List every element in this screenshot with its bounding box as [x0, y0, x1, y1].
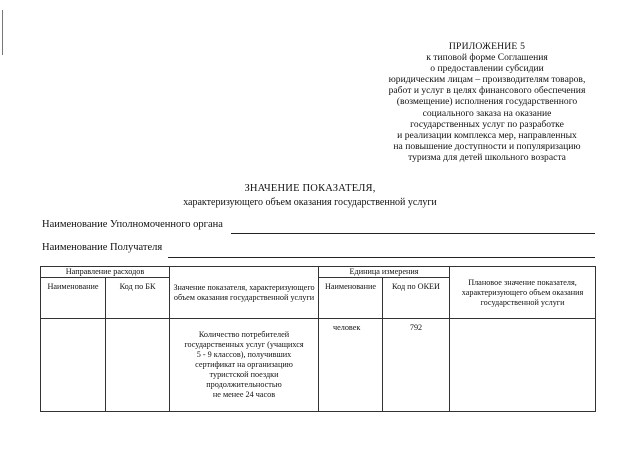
indicator-line: сертификат на организацию	[195, 360, 293, 369]
appendix-line: туризма для детей школьного возраста	[408, 151, 566, 163]
header-name: Наименование	[41, 278, 106, 319]
page-edge-line	[2, 10, 3, 55]
appendix-line: к типовой форме Соглашения	[426, 52, 548, 64]
appendix-block	[372, 41, 602, 163]
header-bk-code: Код по БК	[106, 278, 170, 319]
header-indicator: Значение показателя, характеризующего объем оказания государственной услуги	[170, 267, 319, 319]
appendix-line: ПРИЛОЖЕНИЕ 5	[448, 41, 526, 52]
appendix-line: государственных услуг по разработке	[410, 118, 564, 130]
appendix-line: работ и услуг в целях финансового обеспечения	[388, 85, 586, 97]
authority-label: Наименование Уполномоченного органа	[42, 219, 223, 230]
cell-okei[interactable]: 792	[383, 319, 450, 412]
authority-fill-line[interactable]	[231, 233, 595, 234]
header-okei: Код по ОКЕИ	[383, 278, 450, 319]
table-row	[41, 319, 596, 412]
header-planned: Плановое значение показателя, характеризующего объем оказания государственной услуги	[450, 267, 596, 319]
document-subtitle: характеризующего объем оказания государственной услуги	[183, 197, 437, 208]
indicator-line: Количество потребителей	[198, 330, 290, 339]
appendix-line: на повышение доступности и популяризацию	[393, 140, 581, 152]
recipient-fill-line[interactable]	[168, 257, 595, 258]
cell-planned[interactable]	[450, 319, 596, 412]
header-direction-group: Направление расходов	[41, 267, 170, 278]
cell-indicator[interactable]	[170, 319, 319, 412]
cell-bk-code[interactable]	[106, 319, 170, 412]
recipient-label: Наименование Получателя	[42, 242, 163, 253]
indicator-line: 5 - 9 классов), получивших	[196, 350, 292, 359]
cell-name[interactable]	[41, 319, 106, 412]
indicator-line: не менее 24 часов	[212, 390, 276, 399]
appendix-line: и реализации комплекса мер, направленных	[397, 129, 577, 141]
appendix-line: о предоставлении субсидии	[430, 63, 544, 75]
cell-unit[interactable]: человек	[319, 319, 383, 412]
appendix-line: социального заказа на оказание	[422, 107, 552, 119]
header-unit-name: Наименование	[319, 278, 383, 319]
indicator-table	[40, 266, 596, 412]
indicator-line: продолжительностью	[206, 380, 282, 389]
document-title: ЗНАЧЕНИЕ ПОКАЗАТЕЛЯ,	[244, 183, 376, 194]
indicator-line: туристской поездки	[209, 370, 279, 379]
header-unit-group: Единица измерения	[319, 267, 450, 278]
appendix-line: юридическим лицам – производителям товаров,	[388, 74, 586, 86]
appendix-line: (возмещение) исполнения государственного	[396, 96, 578, 108]
table-header-row	[41, 267, 596, 278]
indicator-line: государственных услуг (учащихся	[184, 340, 304, 349]
